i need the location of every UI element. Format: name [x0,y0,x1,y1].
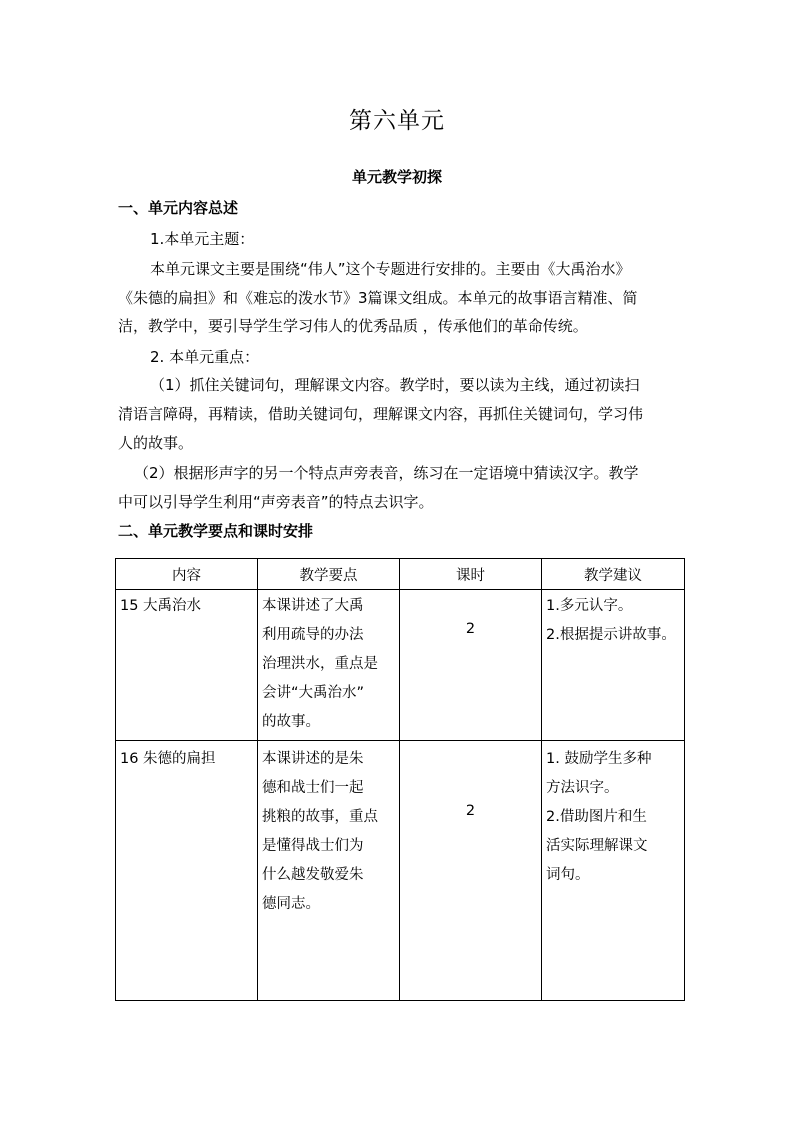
table-row [116,590,685,741]
hours-cell [400,590,542,741]
cell-line: 治理洪水，重点是 [262,656,378,672]
paragraph-line: （2）根据形声字的另一个特点声旁表音，练习在一定语境中猜读汉字。教学 [134,464,639,482]
paragraph-line: 人的故事。 [118,434,194,452]
theme-label: 1.本单元主题： [150,230,255,248]
lesson-title: 15 大禹治水 [120,598,202,614]
lesson-title: 16 朱德的扁担 [120,751,216,767]
paragraph-line: 本单元课文主要是围绕“伟人”这个专题进行安排的。主要由《大禹治水》 [150,260,631,278]
cell-line: 什么越发敬爱朱 [262,867,364,883]
cell-line: 挑粮的故事，重点 [262,809,378,825]
cell-line: 本课讲述的是朱 [262,751,364,767]
cell-line: 德同志。 [262,896,320,912]
cell-line: 是懂得战士们为 [262,838,364,854]
lesson-plan-table [115,558,685,1001]
advice-cell [542,741,685,1001]
cell-line: 的故事。 [262,714,320,730]
hours-cell [400,741,542,1001]
section-heading-overview: 一、单元内容总述 [118,199,239,217]
table-row [116,741,685,1001]
lesson-title-cell [116,741,258,1001]
advice-cell [542,590,685,741]
cell-line: 2.借助图片和生 [546,809,647,825]
lesson-title-cell [116,590,258,741]
paragraph-line: 清语言障碍，再精读，借助关键词句，理解课文内容，再抓住关键词句，学习伟 [118,405,644,423]
teaching-points-cell [258,741,400,1001]
header-hours: 课时 [400,559,542,590]
header-content: 内容 [116,559,258,590]
cell-line: 利用疏导的办法 [262,627,364,643]
cell-line: 德和战士们一起 [262,780,364,796]
table-header-row [116,559,685,590]
section-subtitle: 单元教学初探 [351,168,442,186]
page-title: 第六单元 [349,108,445,134]
paragraph-line: 《朱德的扁担》和《难忘的泼水节》3篇课文组成。本单元的故事语言精准、简 [118,289,638,307]
section-heading-plan: 二、单元教学要点和课时安排 [118,522,314,540]
focus-label: 2. 本单元重点： [150,348,260,366]
paragraph-line: （1）抓住关键词句，理解课文内容。教学时，要以读为主线，通过初读扫 [150,376,640,394]
teaching-points-cell [258,590,400,741]
hours-value: 2 [465,803,476,819]
paragraph-line: 中可以引导学生利用“声旁表音”的特点去识字。 [118,493,434,511]
hours-value: 2 [465,621,476,637]
cell-line: 2.根据提示讲故事。 [546,627,676,643]
paragraph-line: 洁，教学中，要引导学生学习伟人的优秀品质 ，传承他们的革命传统。 [118,317,588,335]
cell-line: 1. 鼓励学生多种 [546,751,652,767]
header-advice: 教学建议 [542,559,685,590]
cell-line: 本课讲述了大禹 [262,598,364,614]
cell-line: 活实际理解课文 [546,838,648,854]
cell-line: 词句。 [546,867,590,883]
cell-line: 会讲“大禹治水” [262,685,365,701]
header-points: 教学要点 [258,559,400,590]
cell-line: 方法识字。 [546,780,619,796]
cell-line: 1.多元认字。 [546,598,633,614]
